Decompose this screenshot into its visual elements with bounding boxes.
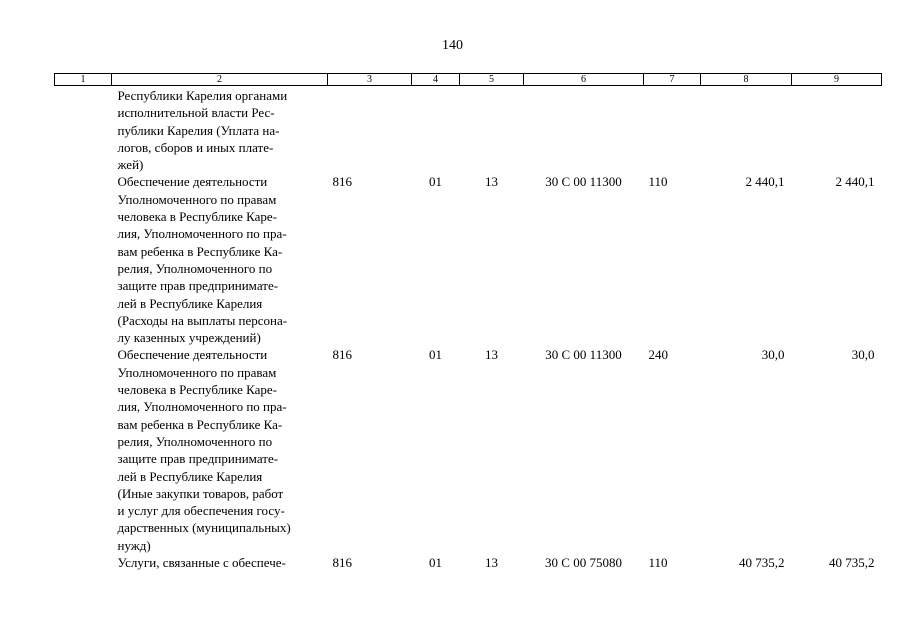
text-line: лей в Республике Карелия [117, 295, 263, 311]
text-line: дарственных (муниципальных) [117, 520, 291, 536]
text-line: вам ребенка в Республике Ка- [117, 416, 283, 432]
table-row [55, 554, 882, 571]
column-number-8: 8 [701, 74, 792, 86]
text-line: релия, Уполномоченного по [117, 433, 273, 449]
row-index-cell [55, 346, 112, 554]
text-line: Обеспечение деятельности [117, 174, 268, 190]
target-article-cell: 30 С 00 75080 [545, 555, 622, 571]
text-line: релия, Уполномоченного по [117, 260, 273, 276]
subsection-code-cell: 13 [485, 174, 498, 190]
section-code-cell: 01 [429, 347, 442, 363]
text-line: вам ребенка в Республике Ка- [117, 243, 283, 259]
amount-cell: 40 735,2 [829, 555, 875, 571]
expense-name-cell [112, 86, 328, 174]
amount-cell: 30,0 [761, 347, 785, 363]
ministry-code-cell: 816 [332, 347, 352, 363]
header-row [55, 74, 882, 86]
column-number-6: 6 [524, 74, 644, 86]
row-index-cell [55, 554, 112, 571]
text-line: Услуги, связанные с обеспече- [117, 555, 286, 571]
text-line: жей) [117, 157, 144, 173]
expense-name-cell [112, 346, 328, 554]
target-article-cell: 30 С 00 11300 [545, 174, 622, 190]
expense-type-cell: 240 [648, 347, 668, 363]
text-line: человека в Республике Каре- [117, 209, 277, 225]
amount-cell: 2 440,1 [745, 174, 785, 190]
section-code-cell: 01 [429, 174, 442, 190]
page-number: 140 [442, 38, 463, 53]
row-index-cell [55, 86, 112, 174]
text-line: Республики Карелия органами [117, 88, 288, 103]
table-row [55, 173, 882, 346]
text-line: человека в Республике Каре- [117, 382, 277, 398]
column-number-2: 2 [112, 74, 328, 86]
text-line: исполнительной власти Рес- [117, 105, 275, 121]
text-line: и услуг для обеспечения госу- [117, 503, 285, 519]
expense-type-cell: 110 [648, 555, 668, 571]
text-line: нужд) [117, 537, 151, 553]
text-line: лия, Уполномоченного по пра- [117, 399, 287, 415]
section-code-cell: 01 [429, 555, 442, 571]
target-article-cell: 30 С 00 11300 [545, 347, 622, 363]
text-line: логов, сборов и иных плате- [117, 139, 274, 155]
text-line: (Расходы на выплаты персона- [117, 312, 288, 328]
column-number-5: 5 [460, 74, 524, 86]
table-row [55, 86, 882, 174]
ministry-code-cell: 816 [332, 174, 352, 190]
text-line: защите прав предпринимате- [117, 278, 279, 294]
expense-type-cell: 110 [648, 174, 668, 190]
table-header [55, 74, 882, 86]
column-number-1: 1 [55, 74, 112, 86]
budget-table [54, 73, 882, 571]
text-line: публики Карелия (Уплата на- [117, 122, 280, 138]
text-line: Уполномоченного по правам [117, 191, 277, 207]
text-line: лу казенных учреждений) [117, 330, 261, 346]
text-line: лия, Уполномоченного по пра- [117, 226, 287, 242]
column-number-4: 4 [412, 74, 460, 86]
amount-cell: 40 735,2 [739, 555, 785, 571]
column-number-7: 7 [644, 74, 701, 86]
ministry-code-cell: 816 [332, 555, 352, 571]
text-line: Уполномоченного по правам [117, 364, 277, 380]
subsection-code-cell: 13 [485, 347, 498, 363]
text-line: лей в Республике Карелия [117, 468, 263, 484]
amount-cell: 30,0 [851, 347, 875, 363]
row-index-cell [55, 173, 112, 346]
text-line: защите прав предпринимате- [117, 451, 279, 467]
text-line: (Иные закупки товаров, работ [117, 485, 284, 501]
column-number-9: 9 [792, 74, 882, 86]
expense-name-cell [112, 173, 328, 346]
text-line: Обеспечение деятельности [117, 347, 268, 363]
subsection-code-cell: 13 [485, 555, 498, 571]
table-body [55, 86, 882, 572]
expense-name-cell [112, 554, 328, 571]
amount-cell: 2 440,1 [835, 174, 875, 190]
column-number-3: 3 [328, 74, 412, 86]
table-row [55, 346, 882, 554]
